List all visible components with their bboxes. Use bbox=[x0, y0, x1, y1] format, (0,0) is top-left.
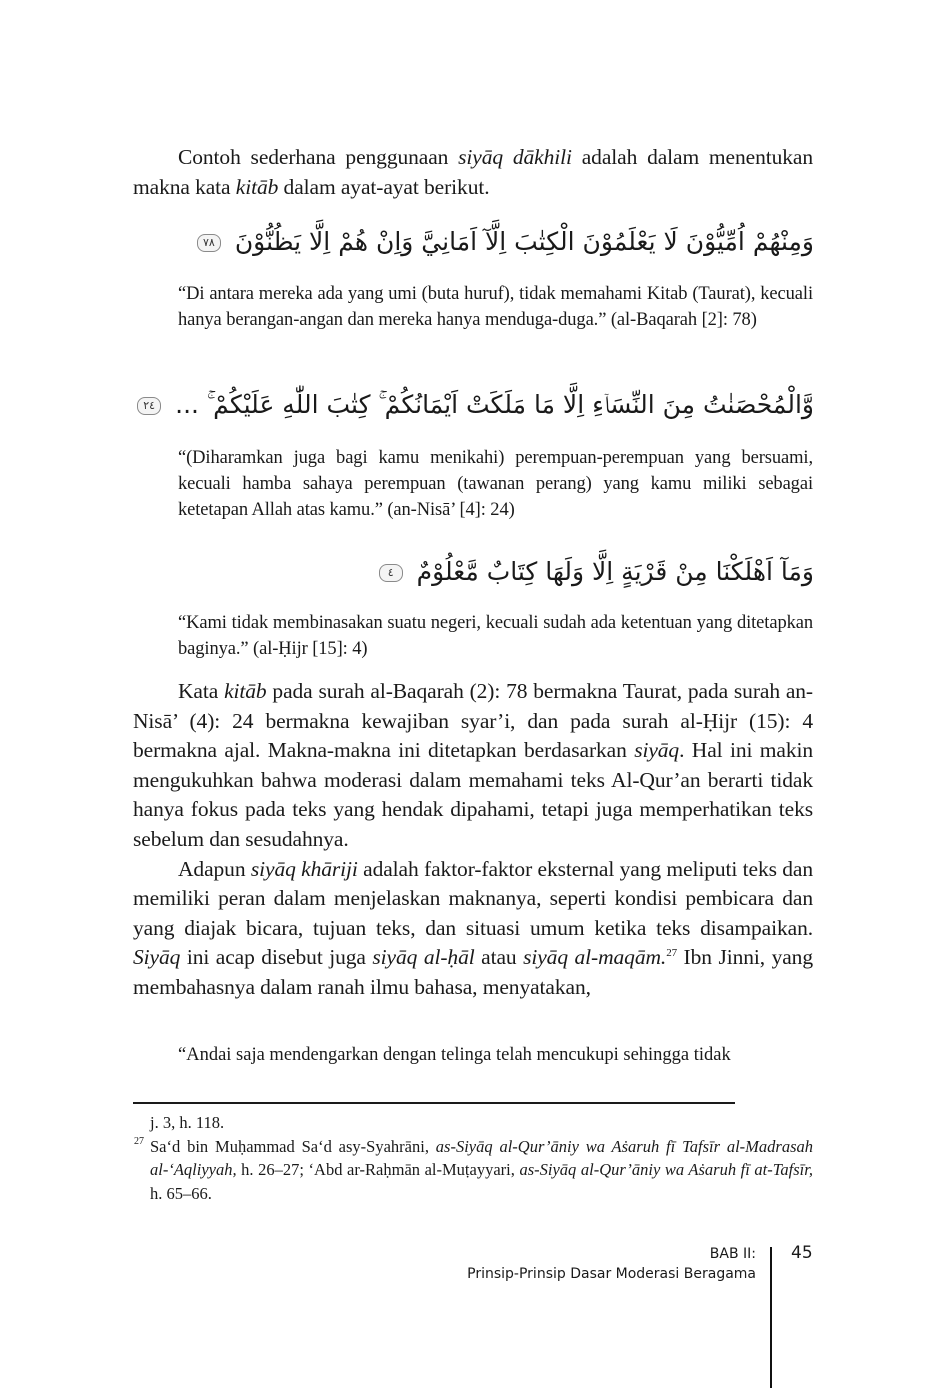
footnote-reference-27[interactable]: 27 bbox=[666, 947, 677, 960]
quote-block bbox=[133, 1042, 813, 1068]
term-kitab: kitāb bbox=[235, 174, 279, 199]
footnotes bbox=[134, 1111, 813, 1205]
translation-text: “(Diharamkan juga bagi kamu menikahi) perempuan-perempuan yang bersuami, kecuali hamba sahaya perempuan (tawanan perang) yang kamu miliki sebagai ketetapan Allah atas kamu.” (an-Nisā’ [4]: 24) bbox=[178, 448, 813, 520]
chapter-label: BAB II: bbox=[709, 1246, 756, 1262]
translation-2 bbox=[178, 445, 813, 523]
translation-text: “Di antara mereka ada yang umi (buta huruf), tidak memahami Kitab (Taurat), kecuali hanya berangan-angan dan mereka hanya menduga-duga.” (al-Baqarah [2]: 78) bbox=[178, 284, 813, 330]
arabic-verse-text: وَمِنْهُمْ اُمِّيُّوْنَ لَا يَعْلَمُوْنَ الْكِتٰبَ اِلَّآ اَمَانِيَّ وَاِنْ هُمْ اِلَّا يَظُنُّوْنَ bbox=[234, 227, 814, 256]
paragraph-kitab-meaning: Kata kitāb pada surah al-Baqarah (2): 78 bermakna Taurat, pada surah an-Nisā’ (4): 24 bermakna kewajiban syar’i, dan pada surah al-Ḥijr (15): 4 bermakna ajal. Makna-makna ini ditetapkan berdasarkan siyāq. Hal ini makin mengukuhkan bahwa moderasi dalam memahami teks Al-Qur’an berarti tidak hanya fokus pada teks yang hendak dipahami, tetapi juga memperhatikan teks sebelum dan sesudahnya. bbox=[133, 679, 813, 851]
footnote-continued: j. 3, h. 118. bbox=[150, 1113, 225, 1132]
translation-text: “Kami tidak membinasakan suatu negeri, kecuali sudah ada ketentuan yang ditetapkan baginya.” (al-Ḥijr [15]: 4) bbox=[178, 613, 813, 659]
arabic-verse-text: وَمَآ اَهْلَكْنَا مِنْ قَرْيَةٍ اِلَّا وَلَهَا كِتَابٌ مَّعْلُوْمٌ bbox=[416, 557, 814, 586]
intro-text: Contoh sederhana penggunaan siyāq dākhili adalah dalam menentukan makna kata kitāb dalam ayat-ayat berikut. bbox=[133, 145, 814, 199]
footnote-number: 27 bbox=[134, 1135, 144, 1147]
footnote-text: Sa‘d bin Muḥammad Sa‘d asy-Syahrāni, as-Siyāq al-Qur’āniy wa Aṡaruh fī Tafsīr al-Madrasah al-‘Aqliyyah, h. 26–27; ‘Abd ar-Raḥmān al-Muṭayyari, as-Siyāq al-Qur’āniy wa Aṡaruh fī at-Tafsīr, h. 65–66. bbox=[150, 1136, 813, 1203]
page-number: 45 bbox=[791, 1243, 813, 1263]
chapter-title: Prinsip-Prinsip Dasar Moderasi Beragama bbox=[467, 1266, 756, 1282]
arabic-verse-3 bbox=[379, 552, 814, 592]
translation-1 bbox=[178, 281, 813, 333]
arabic-verse-1 bbox=[197, 222, 814, 262]
footnote-divider bbox=[133, 1102, 735, 1104]
verse-number-ornament-icon: ٧٨ bbox=[197, 234, 221, 252]
footer-vertical-divider bbox=[770, 1247, 772, 1388]
paragraph-siyaq-khariji: Adapun siyāq khāriji adalah faktor-faktor eksternal yang meliputi teks dan memiliki peran dalam menjelaskan maknanya, seperti kondisi pembicara dan yang diajak bicara, tujuan teks, dan situasi umum ketika teks disampaikan. Siyāq ini acap disebut juga siyāq al-ḥāl atau siyāq al-maqām.$^{27}$ Ibn Jinni, yang membahasnya dalam ranah ilmu bahasa, menyatakan, bbox=[133, 856, 813, 999]
term-siyaq-dakhili: siyāq dākhili bbox=[458, 145, 572, 169]
main-paragraphs bbox=[133, 677, 813, 1003]
arabic-verse-2 bbox=[137, 385, 814, 425]
running-footer bbox=[467, 1244, 756, 1284]
arabic-verse-text: وَّالْمُحْصَنٰتُ مِنَ النِّسَاۤءِ اِلَّا مَا مَلَكَتْ اَيْمَانُكُمْ ۚ كِتٰبَ اللّٰهِ عَلَيْكُمْ ۚ ... bbox=[175, 390, 814, 419]
intro-paragraph bbox=[133, 143, 813, 202]
footnote-27 bbox=[134, 1135, 813, 1206]
quote-text: “Andai saja mendengarkan dengan telinga telah mencukupi sehingga tidak bbox=[178, 1045, 731, 1065]
verse-number-ornament-icon: ٤ bbox=[379, 564, 403, 582]
verse-number-ornament-icon: ٢٤ bbox=[137, 397, 161, 415]
translation-3 bbox=[178, 610, 813, 662]
